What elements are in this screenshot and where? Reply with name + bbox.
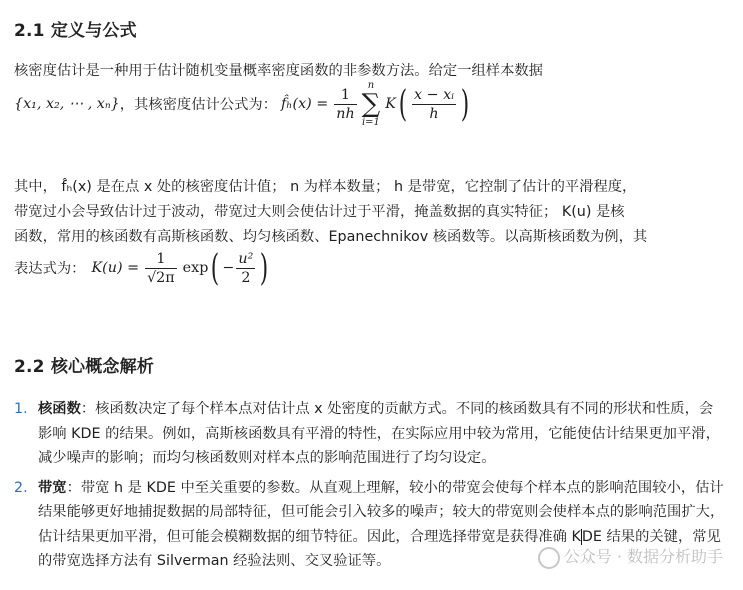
watermark-text: 公众号 · 数据分析助手	[563, 547, 723, 566]
kde-formula-lhs: f̂ₕ(x) =	[281, 96, 329, 112]
kernel-argument-fraction	[412, 86, 456, 123]
list-number: 2.	[14, 479, 28, 496]
gauss-formula-line	[14, 240, 271, 296]
sigma-icon: ∑	[361, 89, 381, 119]
intro-paragraph-line2: ，其核密度估计公式为：	[119, 97, 278, 113]
gauss-prefix: 表达式为：	[14, 261, 86, 277]
sum-lower-limit: i=1	[361, 117, 380, 128]
section-heading-core-concepts	[14, 352, 154, 377]
gauss-fraction	[145, 250, 177, 287]
wechat-icon	[538, 547, 560, 569]
sample-set: {x₁, x₂, ⋯ , xₙ}	[14, 96, 120, 112]
list-item-text-cont: DE 结果的关键，常见的带宽选择方法有 Silverman 经验法则、交叉验证等。	[38, 528, 721, 569]
minus-sign: −	[222, 260, 235, 276]
list-item-text: ：带宽 h 是 KDE 中至关重要的参数。从直观上理解，较小的带宽会使每个样本点的影响范围较小，估计结果能够更好地捕捉数据的局部特征，但可能会引入较多的噪声；较大的带宽则会使样本点的影响范围扩大，估计结果更加平滑，但可能会模糊数据的细节特征。因此，合理选择带宽是获得准确 K	[38, 479, 725, 545]
gauss-fraction-denominator: √2π	[147, 269, 175, 286]
list-item-text: ：核函数决定了每个样本点对估计点 x 处密度的贡献方式。不同的核函数具有不同的形状和性质，会影响 KDE 的结果。例如，高斯核函数具有平滑的特性，在实际应用中较为常用，它能使估计结果更加平滑，减少噪声的影响；而均匀核函数则对样本点的影响范围进行了均匀设定。	[38, 401, 720, 466]
intro-paragraph-line1: 核密度估计是一种用于估计随机变量概率密度函数的非参数方法。给定一组样本数据	[14, 63, 543, 79]
where-paragraph-line3: 函数，常用的核函数有高斯核函数、均匀核函数、Epanechnikov 核函数等。以高斯核函数为例，其	[14, 229, 648, 245]
exp-function: exp	[182, 260, 209, 276]
exponent-fraction	[236, 250, 255, 287]
left-paren-icon: (	[211, 247, 220, 289]
section-heading-definition: 2.1 定义与公式	[14, 21, 137, 41]
where-paragraph-line2: 带宽过小会导致估计过于波动，带宽过大则会使估计过于平滑，掩盖数据的真实特征； K(u) 是核	[14, 204, 625, 220]
kernel-argument-numerator: x − xᵢ	[413, 86, 455, 103]
list-item-title: 核函数	[38, 401, 81, 417]
kernel-symbol: K	[385, 96, 396, 112]
right-paren-icon: )	[460, 83, 470, 125]
formula-line	[14, 76, 472, 132]
exponent-denominator: 2	[241, 269, 251, 286]
list-item-title: 带宽	[38, 479, 67, 496]
right-paren-icon: )	[260, 247, 269, 289]
list-item-kernel	[14, 397, 726, 471]
list-number: 1.	[14, 401, 28, 417]
left-paren-icon: (	[398, 83, 408, 125]
gauss-formula-lhs: K(u) =	[91, 260, 140, 276]
kernel-argument-denominator: h	[429, 105, 439, 122]
watermark	[538, 544, 723, 569]
summation-symbol	[362, 80, 381, 128]
kde-fraction-numerator: 1	[334, 86, 356, 105]
where-paragraph-line1: 其中， f̂ₕ(x) 是在点 x 处的核密度估计值； n 为样本数量； h 是带宽，它控制了估计的平滑程度，	[14, 179, 637, 195]
gauss-fraction-numerator: 1	[145, 250, 177, 269]
kde-fraction-denominator: nh	[336, 105, 355, 122]
section-heading-text: 2.2 核心概念解析	[14, 357, 155, 377]
kde-formula-fraction	[334, 86, 356, 123]
exponent-numerator: u²	[238, 250, 254, 267]
sum-upper-limit: n	[367, 80, 375, 91]
